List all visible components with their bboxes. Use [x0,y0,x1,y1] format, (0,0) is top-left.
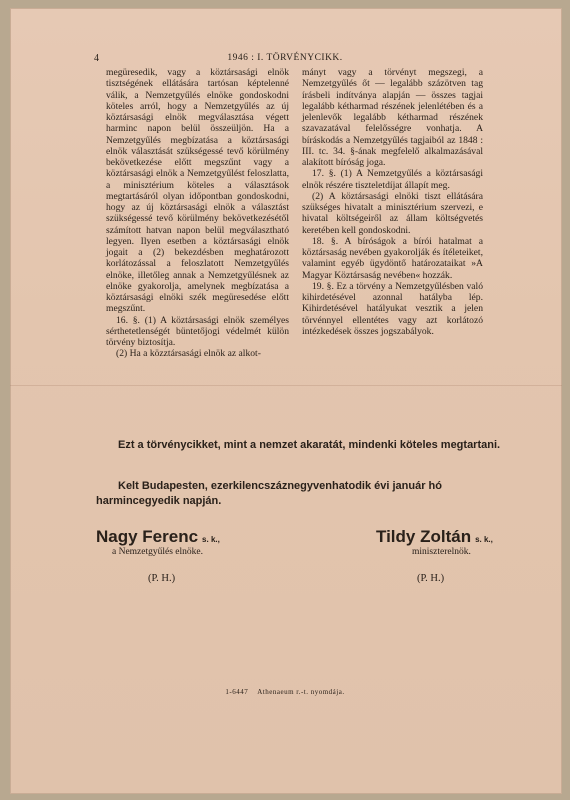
signatory-left-name: Nagy Ferenc s. k., [96,527,220,546]
signatory-right-title: miniszterelnök. [412,547,471,557]
right-paragraph: 17. §. (1) A Nemzetgyűlés a köztársasági elnök részére tiszteletdíjat állapít meg. [302,168,483,191]
signatory-left-title: a Nemzetgyűlés elnöke. [112,547,204,557]
seal-right: (P. H.) [417,573,445,584]
right-paragraph: 18. §. A bíróságok a bírói hatalmat a köztársaság nevében gyakorolják és ítéleteiket, valamint egyéb ügydöntő határozataikat »A Magyar Köztársaság nevében« hozzák. [302,235,483,281]
printer-name: Athenaeum r.-t. nyomdája. [257,688,345,696]
left-column [106,67,289,360]
place-date: Kelt Budapesten, ezerkilencszáznegyvenhatodik évi január hó harmincegyedik napján. [96,480,442,507]
closing-statement: Ezt a törvénycikket, mint a nemzet akaratát, mindenki köteles megtartani. [118,439,501,451]
seal-left: (P. H.) [148,573,176,584]
printer-imprint [0,688,570,696]
running-head: 1946 : I. TÖRVÉNYCIKK. [227,53,343,63]
left-paragraph: megüresedik, vagy a köztársasági elnök tisztségének ellátására tartósan képtelenné válik, a Nemzetgyűlés elnöke gondoskodni köteles arról, hogy a Nemzetgyűlés az új köztársasági elnök megválasztása végett harminc napon belül összeüljön. Ha a Nemzetgyűlés megbízatása a köztársasági elnök választását szükségessé tevő körülmény bekövetkezése előtt megszűnt vagy a köztársasági elnök a Nemzetgyűlést feloszlatta, a minisztérium köteles a választások megtartásáról olyan időpontban gondoskodni, hogy az új köztársasági elnök a választást szükségessé tevő körülmény bekövetkezésétől számított hatvan napon belül megválasztható legyen. Ilyen esetben a köztársasági elnök jogait a (2) bekezdésben meghatározott korlátozással a feloszlatott Nemzetgyűlés elnöke, illetőleg annak a Nemzetgyűlésnek az elnöke gyakorolja, amelynek megbízatása a köztársasági elnöki szék megüresedése előtt megszűnt. [106,67,289,315]
signatory-left-sk: s. k., [202,535,220,544]
right-paragraph: mányt vagy a törvényt megszegi, a Nemzetgyűlés őt — legalább százötven tag írásbeli indítványa alapján — összes tagjai legalább kétharmad részének jelenlétében és a jelenlevők legalább kétharmad részének szavazatával felelősségre vonhatja. A bíráskodás a Nemzetgyűlés tagjaiból az 1848 : III. tc. 34. §-ának megfelelő alkalmazásával alakított bíróság joga. [302,67,483,168]
left-paragraph: (2) Ha a közztársasági elnök az alkot- [116,348,261,360]
page-number: 4 [94,53,99,64]
right-paragraph: (2) A köztársasági elnöki tiszt ellátására szükséges hivatalt a minisztérium szervezi, e hivatal költségeiről az állam költségvetés keretében kell gondoskodni. [302,190,483,236]
left-paragraph: 16. §. (1) A köztársasági elnök személyes sérthetetlenségét büntetőjogi védelmét külön törvény biztosítja. [106,314,289,348]
right-paragraph: 19. §. Ez a törvény a Nemzetgyűlésben való kihirdetésével azonnal hatályba lép. Kihirdetésével hatályukat vesztik a jelen törvénnyel ellentétes vagy azt korlátozó intézkedések összes jogszabályok. [302,280,483,337]
right-column [302,67,483,337]
signatory-right-sk: s. k., [475,535,493,544]
print-number: 1-6447 [225,688,249,696]
fold-line [10,385,562,386]
signatory-right-name: Tildy Zoltán s. k., [376,527,493,546]
